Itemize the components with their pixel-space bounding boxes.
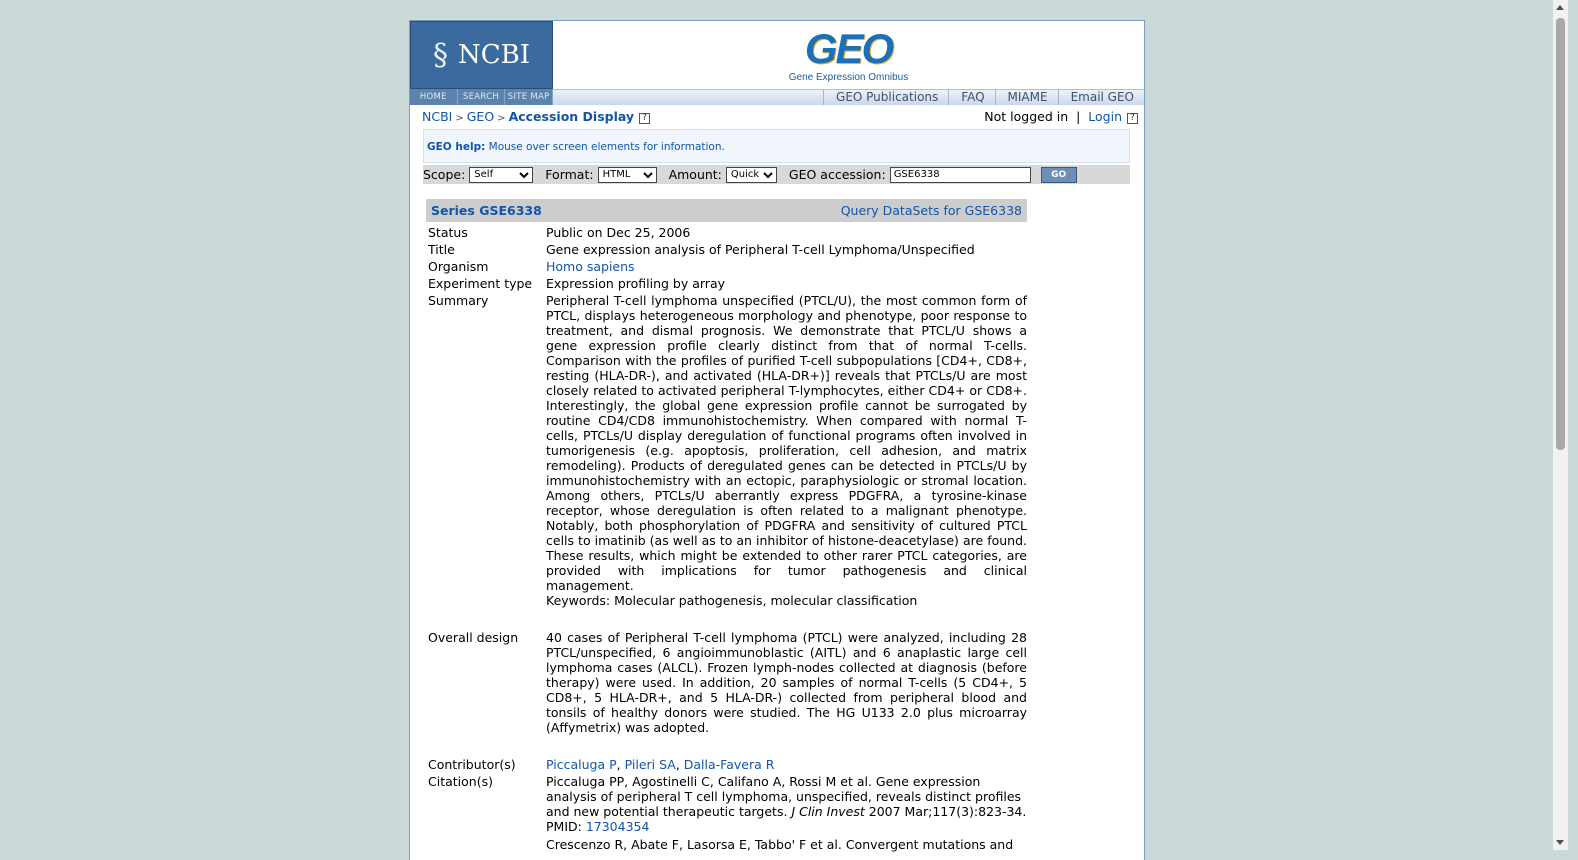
summary-text: Peripheral T-cell lymphoma unspecified (PTCL/U), the most common form of PTCL, displays heterogeneous morphology and phenotype, poor response to treatment, and dismal prognosis. We demonstrate that PTCL/U shows a gene expression profile clearly distinct from that of normal T-cells. Comparison with the profiles of purified T-cell subpopulations [CD4+, CD8+, resting (HLA-DR-), and activated (HLA-DR+)] reveals that PTCLs/U are most closely related to activated peripheral T-lymphocytes, either CD4+ or CD8+. Interestingly, the global gene expression profile cannot be surrogated by routine CD4/CD8 immunohistochemistry. When compared with normal T-cells, PTCLs/U display deregulation of functional programs often involved in tumorigenesis (e.g. apoptosis, proliferation, cell adhesion, and matrix remodeling). Products of deregulated genes can be detected in PTCLs/U by immunohistochemistry with an ectopic, paraphysiologic or stromal location. Among others, PTCLs/U aberrantly express PDGFRA, a tyrosine-kinase receptor, whose deregulation is often related to a malignant phenotype. Notably, both phosphorylation of PDGFRA and sensitivity of cultured PTCL cells to imatinib (as well as to an inhibitor of histone-deacetylase) are found. These results, which might be extended to other rarer PTCL categories, are provided with implications for tumor pathogenesis and clinical management. <box>546 293 1027 593</box>
ncbi-nav <box>410 89 553 105</box>
citation-1-ref: 2007 Mar;117(3):823-34. <box>864 804 1027 819</box>
accession-label: GEO accession: <box>788 167 886 182</box>
experiment-type-label: Experiment type <box>428 276 533 291</box>
scroll-thumb[interactable] <box>1556 18 1565 450</box>
overall-design-label: Overall design <box>428 630 519 645</box>
login-area <box>984 109 1138 124</box>
citation-1-pmid <box>546 819 1027 834</box>
help-box <box>423 129 1130 163</box>
nav-home[interactable]: HOME <box>410 89 458 105</box>
page-container <box>409 20 1145 860</box>
citation-1-journal: J Clin Invest <box>791 804 865 819</box>
link-email-geo[interactable]: Email GEO <box>1058 90 1144 105</box>
top-links <box>553 89 1144 105</box>
citation-2: Crescenzo R, Abate F, Lasorsa E, Tabbo' F et al. Convergent mutations and <box>546 837 1014 852</box>
pmid-label: PMID: <box>546 819 586 834</box>
nav-search[interactable]: SEARCH <box>458 89 506 105</box>
contributor-link[interactable]: Dalla-Favera R <box>683 757 775 772</box>
table-row <box>426 224 1029 241</box>
link-faq[interactable]: FAQ <box>948 90 994 105</box>
login-status: Not logged in <box>984 109 1069 124</box>
series-details-table <box>426 224 1029 853</box>
contributor-link[interactable]: Piccaluga P <box>546 757 617 772</box>
experiment-type-value: Expression profiling by array <box>546 276 726 291</box>
vertical-scrollbar[interactable] <box>1553 0 1568 850</box>
title-label: Title <box>428 242 455 257</box>
organism-link[interactable]: Homo sapiens <box>546 259 635 274</box>
query-datasets-link[interactable]: Query DataSets for GSE6338 <box>840 203 1022 218</box>
citation-1-text: Piccaluga PP, Agostinelli C, Califano A, Rossi M et al. Gene expression analysis of peripheral T cell lymphoma, unspecified, reveals distinct profiles and new potential therapeutic targets. <box>546 774 1022 819</box>
geo-logo[interactable] <box>553 21 1144 89</box>
link-geo-publications[interactable]: GEO Publications <box>823 90 948 105</box>
table-row <box>426 275 1029 292</box>
breadcrumb-separator: > <box>455 113 464 124</box>
scope-select[interactable] <box>469 167 533 183</box>
breadcrumb-separator: > <box>497 113 506 124</box>
breadcrumb-current: Accession Display <box>508 109 635 124</box>
header <box>410 21 1144 105</box>
citation-1 <box>546 774 1027 819</box>
login-link[interactable]: Login <box>1088 109 1122 124</box>
accession-input[interactable] <box>890 167 1031 183</box>
breadcrumb-geo[interactable]: GEO <box>466 109 495 124</box>
link-miame[interactable]: MIAME <box>995 90 1058 105</box>
query-toolbar <box>423 165 1130 184</box>
status-value: Public on Dec 25, 2006 <box>546 225 691 240</box>
scope-label: Scope: <box>423 167 466 182</box>
scroll-down-icon[interactable] <box>1556 840 1564 845</box>
contributors-label: Contributor(s) <box>428 757 516 772</box>
series-header <box>426 199 1027 222</box>
help-label: GEO help: <box>427 141 486 153</box>
format-select[interactable] <box>598 167 657 183</box>
geo-logo-mark: GEO <box>804 24 893 72</box>
ncbi-logo-text: NCBI <box>457 40 531 70</box>
amount-select[interactable] <box>726 167 777 183</box>
title-value: Gene expression analysis of Peripheral T-cell Lymphoma/Unspecified <box>546 242 975 257</box>
geo-logo-subtitle: Gene Expression Omnibus <box>788 71 909 83</box>
help-icon[interactable]: ? <box>639 113 650 124</box>
organism-label: Organism <box>428 259 489 274</box>
breadcrumb <box>422 109 650 124</box>
status-label: Status <box>428 225 468 240</box>
table-row <box>426 773 1029 853</box>
series-title: Series GSE6338 <box>431 203 542 218</box>
breadcrumb-ncbi[interactable]: NCBI <box>422 109 453 124</box>
amount-label: Amount: <box>668 167 722 182</box>
table-row <box>426 241 1029 258</box>
ncbi-logo[interactable] <box>410 21 553 89</box>
citations-label: Citation(s) <box>428 774 493 789</box>
table-row <box>426 258 1029 275</box>
help-icon[interactable]: ? <box>1127 113 1138 124</box>
contributors-value: Piccaluga P, Pileri SA, Dalla-Favera R <box>546 757 775 772</box>
summary-keywords: Keywords: Molecular pathogenesis, molecular classification <box>546 593 918 608</box>
dna-helix-icon: § <box>432 37 448 73</box>
contributor-link[interactable]: Pileri SA <box>624 757 676 772</box>
login-separator: | <box>1072 109 1085 124</box>
nav-site-map[interactable]: SITE MAP <box>505 89 553 105</box>
pmid-link[interactable]: 17304354 <box>585 819 650 834</box>
overall-design-value: 40 cases of Peripheral T-cell lymphoma (PTCL) were analyzed, including 28 PTCL/unspecified, 6 angioimmunoblastic (AITL) and 6 anaplastic large cell lymphoma cases (ALCL). Frozen lymph-nodes collected at diagnosis (before therapy) were used. In addition, 20 samples of normal T-cells (5 CD4+, 5 CD8+, 5 HLA-DR+, and 5 HLA-DR-) collected from peripheral blood and tonsils of healthy donors were studied. The HG U133 2.0 plus microarray (Affymetrix) was adopted. <box>546 630 1027 735</box>
help-text: Mouse over screen elements for information. <box>485 141 725 153</box>
format-label: Format: <box>545 167 594 182</box>
table-row <box>426 629 1029 736</box>
table-row <box>426 756 1029 773</box>
scroll-up-icon[interactable] <box>1556 5 1564 10</box>
table-row <box>426 292 1029 609</box>
summary-label: Summary <box>428 293 489 308</box>
go-button[interactable]: GO <box>1041 167 1077 183</box>
